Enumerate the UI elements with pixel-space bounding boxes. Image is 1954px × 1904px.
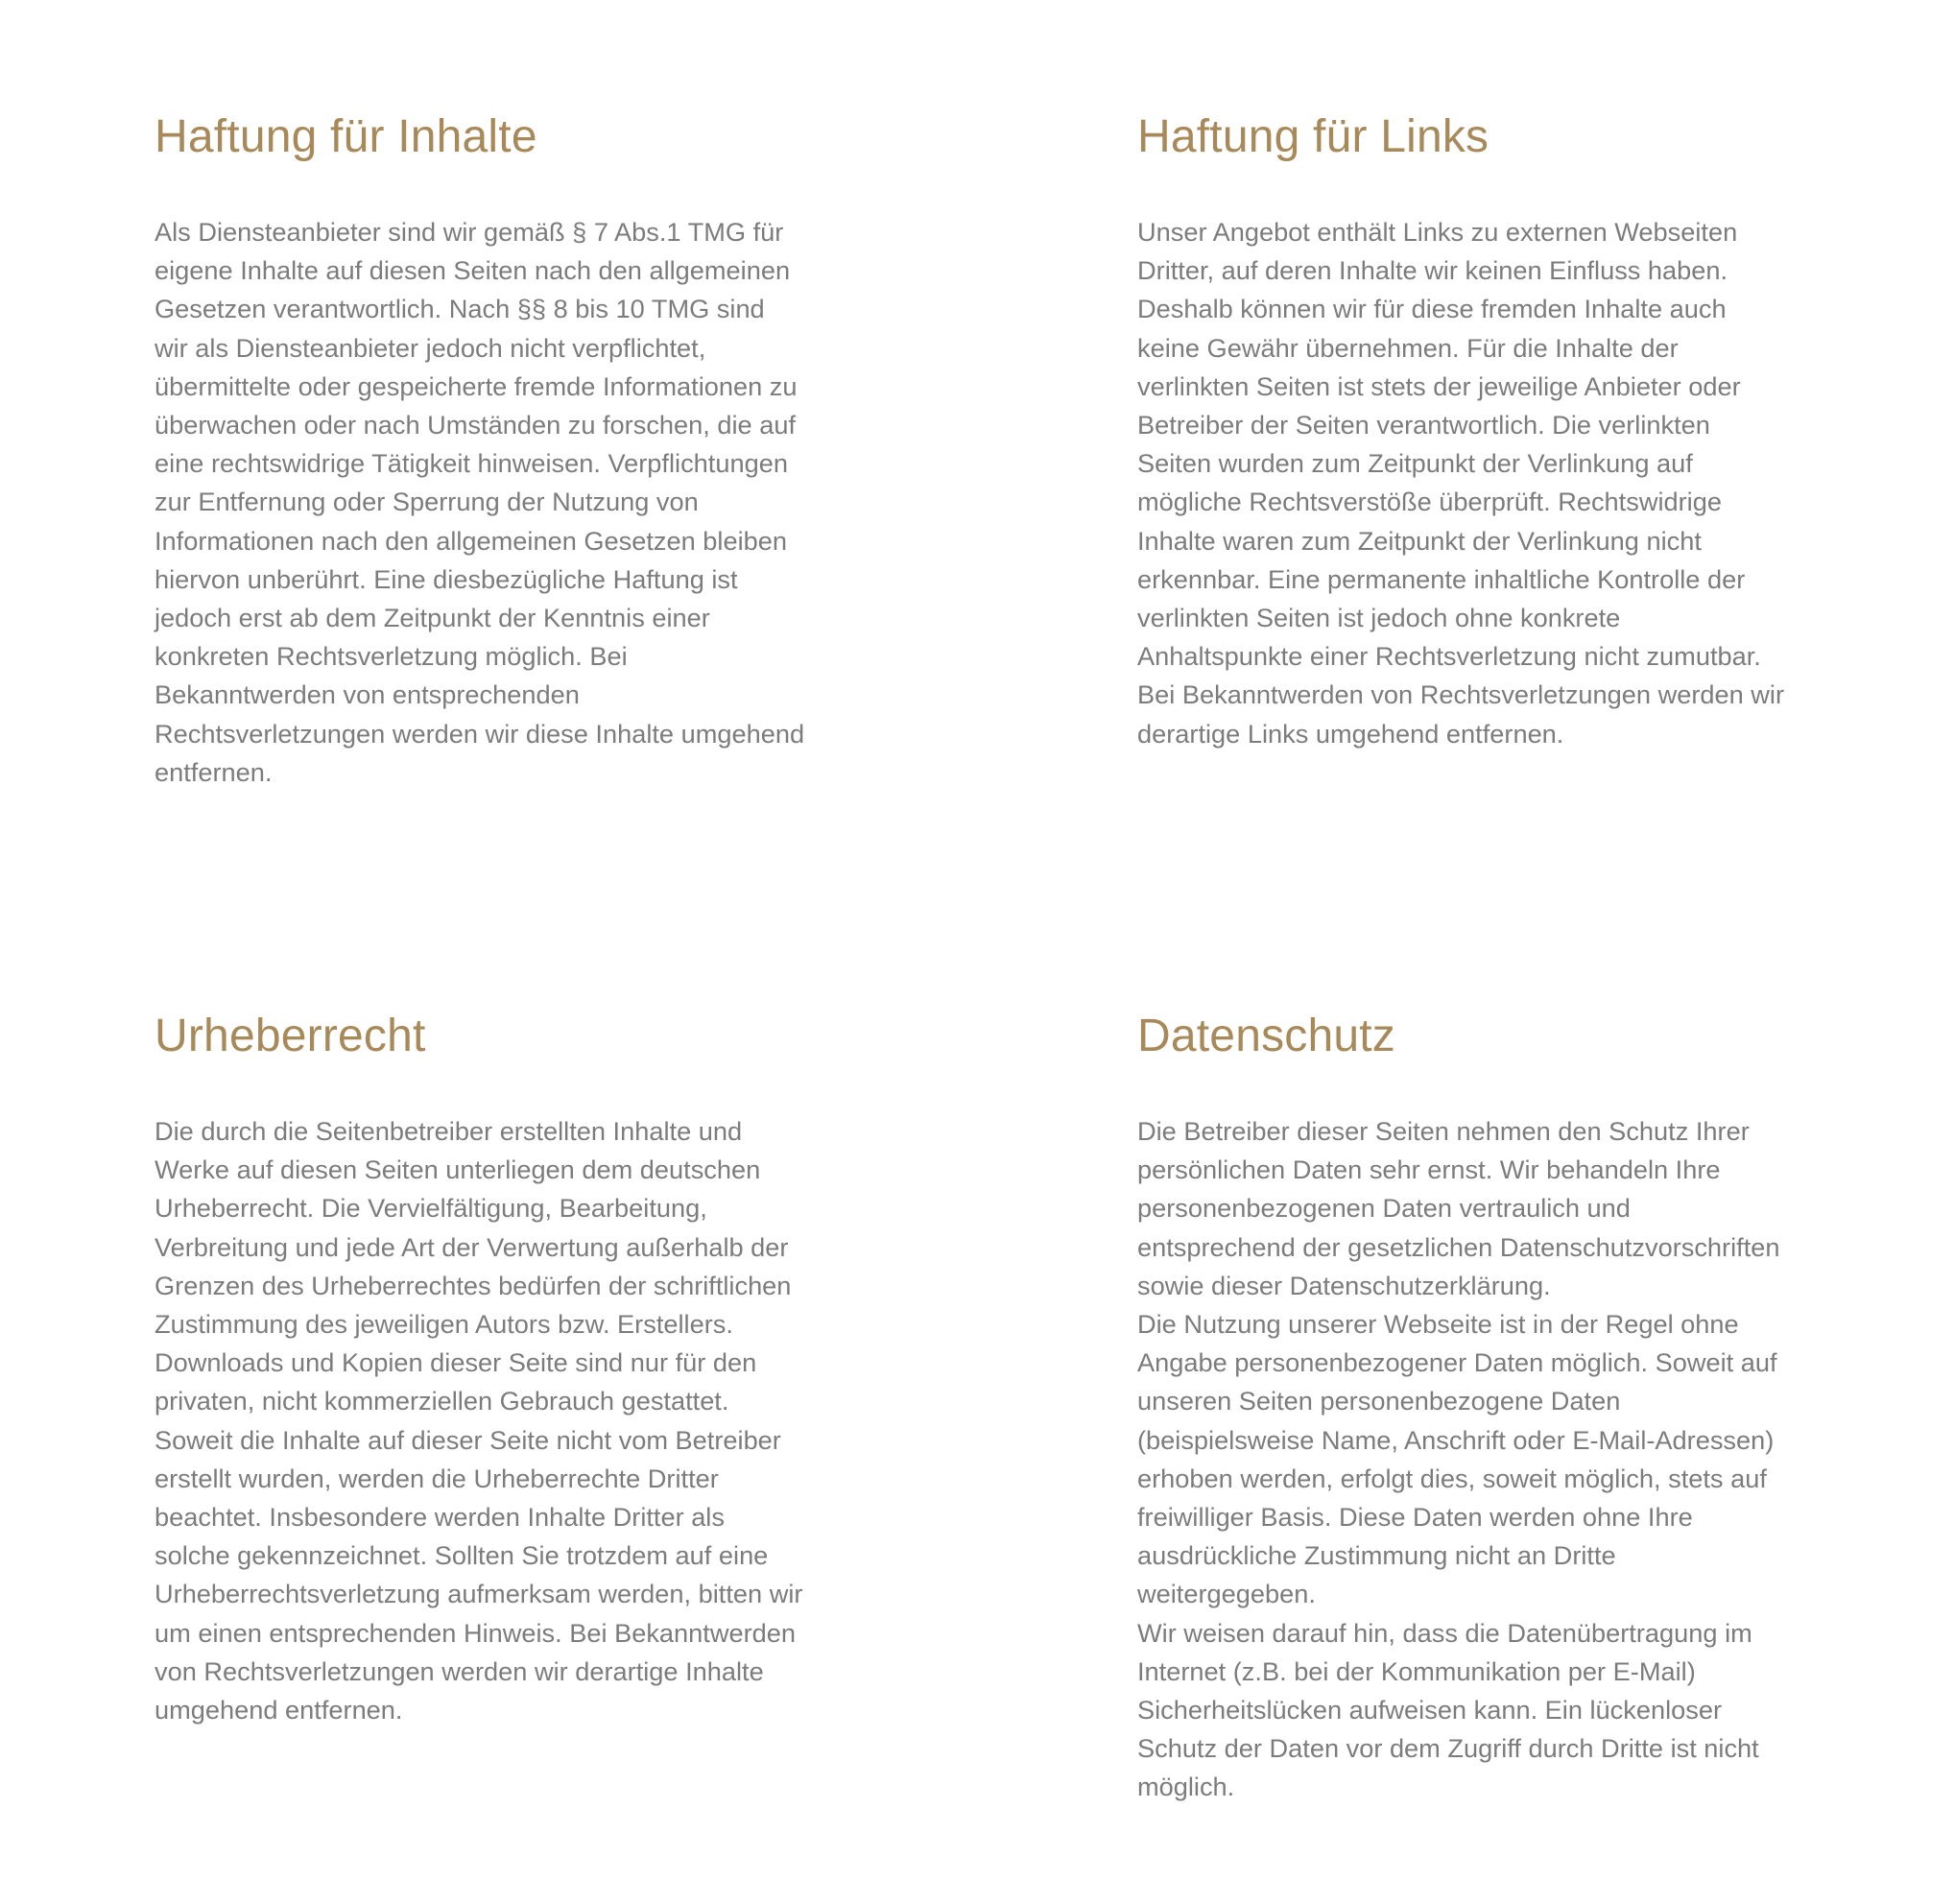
body-line: Werke auf diesen Seiten unterliegen dem deutschen xyxy=(155,1154,761,1185)
body-line: Als Diensteanbieter sind wir gemäß § 7 Abs.1 TMG für xyxy=(155,217,784,247)
body-line: freiwilliger Basis. Diese Daten werden ohne Ihre xyxy=(1137,1502,1693,1533)
body-line: Die Nutzung unserer Webseite ist in der Regel ohne xyxy=(1137,1309,1739,1340)
body-line: derartige Links umgehend entfernen. xyxy=(1137,718,1564,749)
body-line: entsprechend der gesetzlichen Datenschutzvorschriften xyxy=(1137,1231,1780,1262)
body-line: ausdrückliche Zustimmung nicht an Dritte xyxy=(1137,1540,1616,1571)
body-line: Seiten wurden zum Zeitpunkt der Verlinkung auf xyxy=(1137,448,1693,479)
body-line: Rechtsverletzungen werden wir diese Inhalte umgehend xyxy=(155,718,805,749)
body-line: zur Entfernung oder Sperrung der Nutzung von xyxy=(155,487,699,517)
body-line: Urheberrechtsverletzung aufmerksam werden, bitten wir xyxy=(155,1579,803,1609)
body-line: Betreiber der Seiten verantwortlich. Die verlinkten xyxy=(1137,410,1710,440)
body-line: Angabe personenbezogener Daten möglich. Soweit auf xyxy=(1137,1347,1777,1378)
body-line: hiervon unberührt. Eine diesbezügliche Haftung ist xyxy=(155,563,738,594)
body-line: eine rechtswidrige Tätigkeit hinweisen. Verpflichtungen xyxy=(155,448,788,479)
body-line: Die Betreiber dieser Seiten nehmen den Schutz Ihrer xyxy=(1137,1116,1750,1146)
body-line: keine Gewähr übernehmen. Für die Inhalte der xyxy=(1137,332,1679,363)
body-line: möglich. xyxy=(1137,1772,1235,1802)
body-line: weitergegeben. xyxy=(1137,1579,1316,1609)
body-line: erkennbar. Eine permanente inhaltliche Kontrolle der xyxy=(1137,563,1746,594)
body-line: Grenzen des Urheberrechtes bedürfen der schriftlichen xyxy=(155,1270,792,1300)
body-line: wir als Diensteanbieter jedoch nicht verpflichtet, xyxy=(155,332,706,363)
section-heading: Haftung für Links xyxy=(1137,111,1489,162)
body-line: personenbezogenen Daten vertraulich und xyxy=(1137,1193,1631,1224)
body-line: mögliche Rechtsverstöße überprüft. Rechtswidrige xyxy=(1137,487,1722,517)
body-line: unseren Seiten personenbezogene Daten xyxy=(1137,1386,1621,1416)
body-line: beachtet. Insbesondere werden Inhalte Dritter als xyxy=(155,1502,725,1533)
body-line: jedoch erst ab dem Zeitpunkt der Kenntnis einer xyxy=(155,603,710,633)
body-line: (beispielsweise Name, Anschrift oder E-Mail-Adressen) xyxy=(1137,1424,1775,1455)
body-line: überwachen oder nach Umständen zu forschen, die auf xyxy=(155,410,797,440)
body-line: Downloads und Kopien dieser Seite sind nur für den xyxy=(155,1347,757,1378)
body-line: übermittelte oder gespeicherte fremde Informationen zu xyxy=(155,370,798,401)
section-body xyxy=(1137,213,1828,753)
body-line: Urheberrecht. Die Vervielfältigung, Bearbeitung, xyxy=(155,1193,707,1224)
body-line: entfernen. xyxy=(155,756,273,787)
body-line: Sicherheitslücken aufweisen kann. Ein lückenloser xyxy=(1137,1695,1723,1726)
section-body xyxy=(155,1112,846,1729)
body-line: Wir weisen darauf hin, dass die Datenübertragung im xyxy=(1137,1617,1752,1648)
body-line: Internet (z.B. bei der Kommunikation per E-Mail) xyxy=(1137,1655,1696,1686)
section-body xyxy=(1137,1112,1828,1807)
body-line: von Rechtsverletzungen werden wir derartige Inhalte xyxy=(155,1655,764,1686)
body-line: verlinkten Seiten ist stets der jeweilige Anbieter oder xyxy=(1137,370,1741,401)
body-line: Schutz der Daten vor dem Zugriff durch Dritte ist nicht xyxy=(1137,1733,1759,1764)
body-line: Die durch die Seitenbetreiber erstellten Inhalte und xyxy=(155,1116,743,1146)
body-line: erstellt wurden, werden die Urheberrechte Dritter xyxy=(155,1463,719,1493)
section-urheberrecht xyxy=(155,1008,846,1729)
body-line: Bei Bekanntwerden von Rechtsverletzungen werden wir xyxy=(1137,679,1785,710)
body-line: umgehend entfernen. xyxy=(155,1695,403,1726)
section-datenschutz xyxy=(1137,1008,1828,1807)
body-line: Dritter, auf deren Inhalte wir keinen Einfluss haben. xyxy=(1137,255,1728,286)
section-haftung-links xyxy=(1137,108,1828,753)
body-line: konkreten Rechtsverletzung möglich. Bei xyxy=(155,641,628,672)
body-line: verlinkten Seiten ist jedoch ohne konkrete xyxy=(1137,603,1621,633)
body-line: Zustimmung des jeweiligen Autors bzw. Erstellers. xyxy=(155,1309,733,1340)
body-line: Unser Angebot enthält Links zu externen Webseiten xyxy=(1137,217,1738,247)
body-line: Verbreitung und jede Art der Verwertung außerhalb der xyxy=(155,1231,789,1262)
body-line: persönlichen Daten sehr ernst. Wir behandeln Ihre xyxy=(1137,1154,1721,1185)
body-line: privaten, nicht kommerziellen Gebrauch gestattet. xyxy=(155,1386,729,1416)
body-line: Gesetzen verantwortlich. Nach §§ 8 bis 10 TMG sind xyxy=(155,294,765,324)
body-line: sowie dieser Datenschutzerklärung. xyxy=(1137,1270,1551,1300)
section-heading: Urheberrecht xyxy=(155,1011,426,1061)
body-line: Inhalte waren zum Zeitpunkt der Verlinkung nicht xyxy=(1137,525,1702,556)
body-line: Bekanntwerden von entsprechenden xyxy=(155,679,580,710)
body-line: Soweit die Inhalte auf dieser Seite nicht vom Betreiber xyxy=(155,1424,781,1455)
body-line: eigene Inhalte auf diesen Seiten nach den allgemeinen xyxy=(155,255,791,286)
section-heading: Datenschutz xyxy=(1137,1011,1396,1061)
section-body xyxy=(155,213,846,792)
section-haftung-inhalte xyxy=(155,108,846,792)
body-line: um einen entsprechenden Hinweis. Bei Bekanntwerden xyxy=(155,1617,797,1648)
body-line: erhoben werden, erfolgt dies, soweit möglich, stets auf xyxy=(1137,1463,1767,1493)
section-heading: Haftung für Inhalte xyxy=(155,111,537,162)
body-line: Anhaltspunkte einer Rechtsverletzung nicht zumutbar. xyxy=(1137,641,1761,672)
body-line: Deshalb können wir für diese fremden Inhalte auch xyxy=(1137,294,1727,324)
body-line: Informationen nach den allgemeinen Gesetzen bleiben xyxy=(155,525,787,556)
body-line: solche gekennzeichnet. Sollten Sie trotzdem auf eine xyxy=(155,1540,769,1571)
